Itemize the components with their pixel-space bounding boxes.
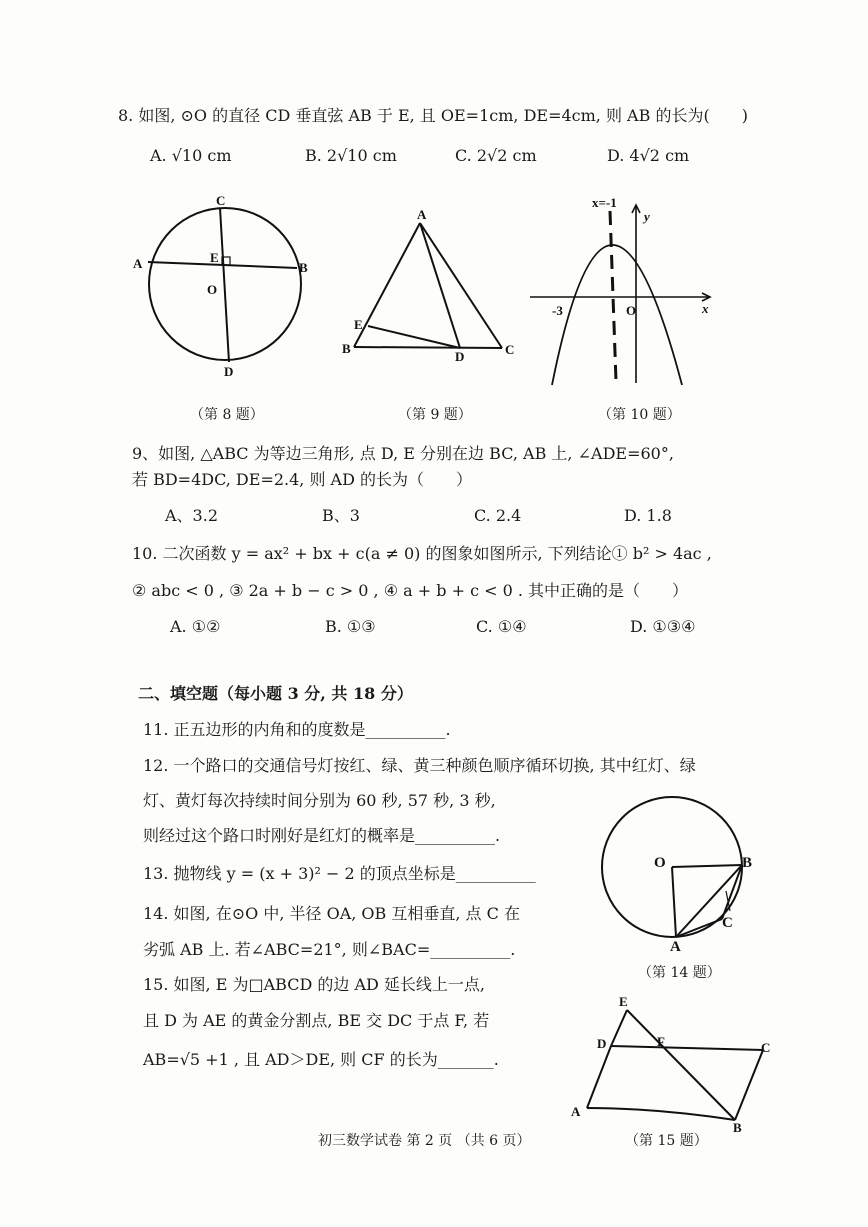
- q14-line-1: 14. 如图, 在⊙O 中, 半径 OA, OB 互相垂直, 点 C 在: [143, 904, 520, 923]
- q14-line-2: 劣弧 AB 上. 若∠ABC=21°, 则∠BAC=__________.: [143, 940, 516, 959]
- fig15-caption: （第 15 题）: [625, 1133, 708, 1149]
- fig14-label-b: B: [742, 855, 753, 871]
- fig15-label-e: E: [619, 994, 628, 1009]
- figure-9: [340, 205, 520, 365]
- fig8-label-a: A: [133, 256, 143, 271]
- q9-line-1: 9、如图, △ABC 为等边三角形, 点 D, E 分别在边 BC, AB 上, ∠ADE=60°,: [132, 444, 674, 463]
- fig9-label-c: C: [505, 342, 515, 357]
- q10-line-1: 10. 二次函数 y = ax² + bx + c(a ≠ 0) 的图象如图所示, 下列结论① b² > 4ac ,: [132, 544, 712, 563]
- q8-stem: 8. 如图, ⊙O 的直径 CD 垂直弦 AB 于 E, 且 OE=1cm, DE=4cm, 则 AB 的长为( ): [118, 106, 748, 125]
- fig9-label-d: D: [455, 349, 465, 364]
- fig10-label-x: x: [702, 301, 709, 316]
- q12-line-1: 12. 一个路口的交通信号灯按红、绿、黄三种颜色顺序循环切换, 其中红灯、绿: [143, 756, 696, 775]
- q10-line-2: ② abc < 0 , ③ 2a + b − c > 0 , ④ a + b + c < 0 . 其中正确的是（ ）: [132, 581, 689, 600]
- q8-option-a: A. √10 cm: [150, 146, 232, 165]
- fig8-label-c: C: [216, 193, 226, 208]
- fig14-label-o: O: [654, 855, 666, 871]
- q12-line-2: 灯、黄灯每次持续时间分别为 60 秒, 57 秒, 3 秒,: [143, 791, 496, 810]
- fig10-label-neg3: -3: [552, 303, 563, 318]
- fig15-label-b: B: [733, 1120, 742, 1135]
- fig15-label-f: F: [657, 1034, 665, 1049]
- q15-line-2: 且 D 为 AE 的黄金分割点, BE 交 DC 于点 F, 若: [143, 1011, 490, 1030]
- q9-option-d: D. 1.8: [624, 506, 672, 525]
- fig14-label-a: A: [670, 939, 681, 955]
- fig8-label-b: B: [299, 260, 308, 275]
- q9-option-b: B、3: [322, 506, 360, 525]
- q15-line-1: 15. 如图, E 为□ABCD 的边 AD 延长线上一点,: [143, 975, 485, 994]
- fig9-caption: （第 9 题）: [398, 407, 472, 423]
- fig9-label-e: E: [354, 317, 363, 332]
- figure-15: [565, 990, 785, 1135]
- q15-line-3: AB=√5 +1 , 且 AD＞DE, 则 CF 的长为_______.: [143, 1050, 499, 1069]
- fig8-label-d: D: [224, 364, 234, 379]
- q10-option-b: B. ①③: [325, 617, 376, 636]
- fig15-label-d: D: [597, 1036, 607, 1051]
- fig15-label-a: A: [571, 1104, 581, 1119]
- q10-option-c: C. ①④: [476, 617, 527, 636]
- fig9-label-a: A: [417, 207, 427, 222]
- fig8-label-e: E: [210, 250, 219, 265]
- fig14-caption: （第 14 题）: [638, 965, 721, 981]
- fig9-label-b: B: [342, 341, 351, 356]
- q8-option-b: B. 2√10 cm: [305, 146, 397, 165]
- q8-option-c: C. 2√2 cm: [455, 146, 537, 165]
- fig15-label-c: C: [761, 1040, 771, 1055]
- figure-14: [598, 795, 758, 955]
- q11-text: 11. 正五边形的内角和的度数是__________.: [143, 720, 451, 739]
- section-2-title: 二、填空题（每小题 3 分, 共 18 分）: [138, 684, 413, 703]
- figure-10: [530, 195, 720, 390]
- q9-line-2: 若 BD=4DC, DE=2.4, 则 AD 的长为（ ）: [132, 470, 473, 489]
- page-footer: 初三数学试卷 第 2 页 （共 6 页）: [318, 1133, 531, 1149]
- figure-8: [125, 190, 325, 390]
- q9-option-c: C. 2.4: [474, 506, 522, 525]
- fig10-label-axis: x=-1: [592, 195, 617, 210]
- fig14-label-c: C: [722, 915, 733, 931]
- q10-option-d: D. ①③④: [630, 617, 696, 636]
- fig8-label-o: O: [207, 282, 218, 297]
- q10-option-a: A. ①②: [170, 617, 221, 636]
- q8-option-d: D. 4√2 cm: [607, 146, 690, 165]
- fig10-label-y: y: [644, 209, 650, 224]
- fig8-caption: （第 8 题）: [190, 407, 264, 423]
- q12-line-3: 则经过这个路口时刚好是红灯的概率是__________.: [143, 826, 501, 845]
- fig10-label-o: O: [626, 303, 637, 318]
- q13-text: 13. 抛物线 y = (x + 3)² − 2 的顶点坐标是__________: [143, 864, 536, 883]
- fig10-caption: （第 10 题）: [598, 407, 681, 423]
- q9-option-a: A、3.2: [165, 506, 219, 525]
